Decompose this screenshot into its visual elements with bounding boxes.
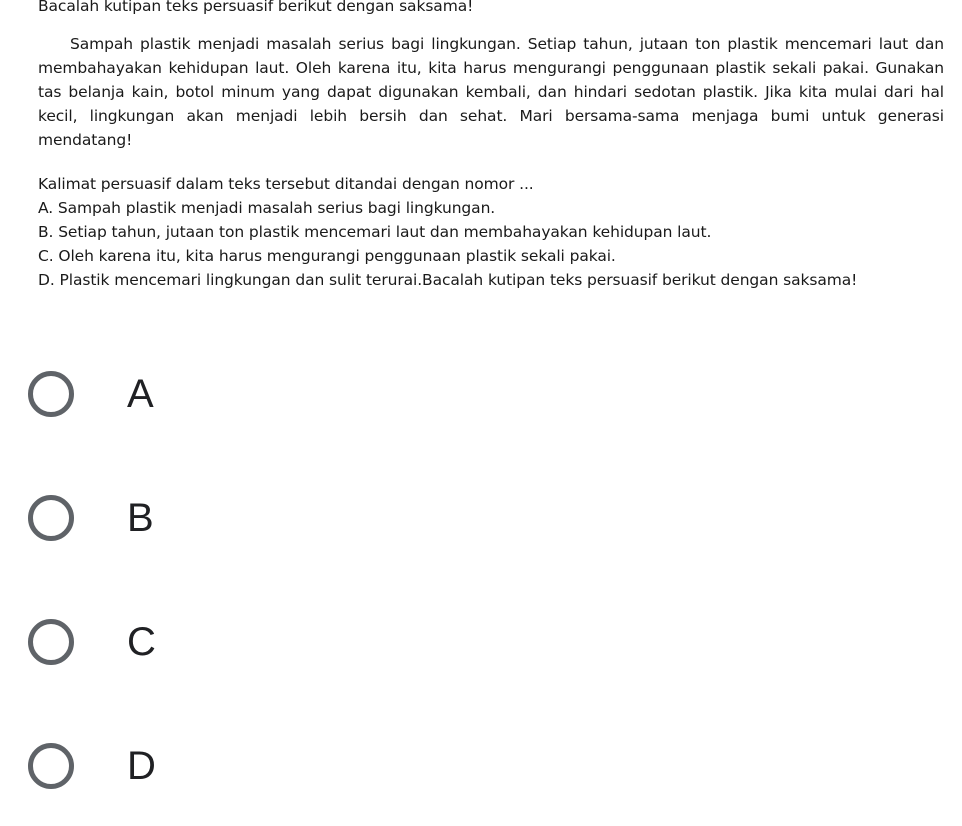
choice-text-c: C. Oleh karena itu, kita harus mengurangi penggunaan plastik sekali pakai. [38, 247, 616, 265]
answer-label-b: B [127, 496, 154, 540]
answer-label-a: A [127, 372, 154, 416]
question-prompt: Kalimat persuasif dalam teks tersebut ditandai dengan nomor ... [38, 175, 534, 193]
choice-text-a: A. Sampah plastik menjadi masalah serius bagi lingkungan. [38, 199, 496, 217]
radio-button-icon[interactable] [28, 619, 74, 665]
question-instruction: Bacalah kutipan teks persuasif berikut dengan saksama! [38, 0, 474, 15]
answer-label-d: D [127, 744, 156, 788]
answer-option-b[interactable] [28, 488, 328, 548]
persuasive-passage: Sampah plastik menjadi masalah serius bagi lingkungan. Setiap tahun, jutaan ton plastik mencemari laut dan membahayakan kehidupan laut. Oleh karena itu, kita harus mengurangi penggunaan plastik sekali pakai. Gunakan tas belanja kain, botol minum yang dapat digunakan kembali, dan hindari sedotan plastik. Jika kita mulai dari hal kecil, lingkungan akan menjadi lebih bersih dan sehat. Mari bersama-sama menjaga bumi untuk generasi mendatang! [38, 35, 944, 149]
answer-option-d[interactable] [28, 736, 328, 796]
choice-text-b: B. Setiap tahun, jutaan ton plastik mencemari laut dan membahayakan kehidupan laut. [38, 223, 712, 241]
choice-text-d: D. Plastik mencemari lingkungan dan sulit terurai.Bacalah kutipan teks persuasif berikut dengan saksama! [38, 271, 858, 289]
answer-option-c[interactable] [28, 612, 328, 672]
radio-button-icon[interactable] [28, 743, 74, 789]
answer-option-a[interactable] [28, 364, 328, 424]
answer-label-c: C [127, 620, 156, 664]
radio-button-icon[interactable] [28, 495, 74, 541]
radio-button-icon[interactable] [28, 371, 74, 417]
